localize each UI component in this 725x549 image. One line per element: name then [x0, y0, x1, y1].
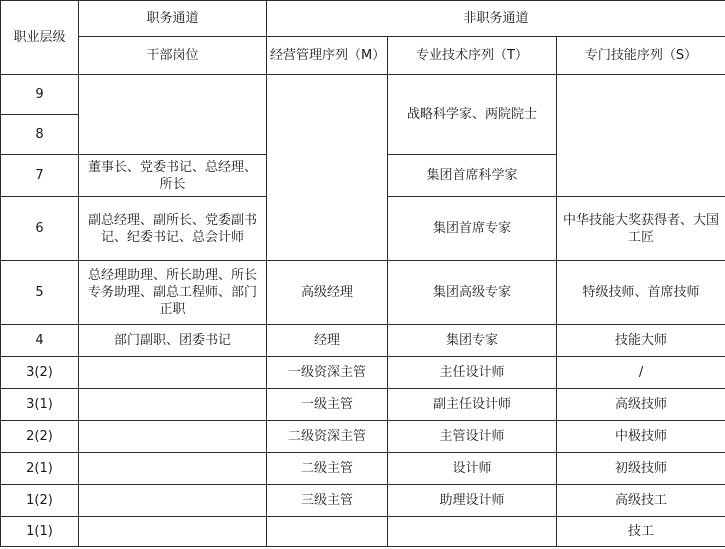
m-cell: 二级主管 [267, 453, 388, 485]
level-cell: 9 [1, 75, 79, 115]
m-cell: 三级主管 [267, 485, 388, 517]
table-row [1, 261, 725, 325]
cadre-cell: 总经理助理、所长助理、所长专务助理、副总工程师、部门正职 [79, 261, 267, 325]
table-row [1, 389, 725, 421]
table-row [1, 453, 725, 485]
s-cell: 高级技师 [557, 389, 725, 421]
t-cell: 主管设计师 [388, 421, 557, 453]
level-cell: 7 [1, 155, 79, 197]
t-cell: 副主任设计师 [388, 389, 557, 421]
cadre-cell: 部门副职、团委书记 [79, 325, 267, 357]
cadre-cell [79, 75, 267, 155]
header-seq-t: 专业技术序列（T） [388, 37, 557, 75]
header-level: 职业层级 [1, 1, 79, 75]
cadre-cell [79, 357, 267, 389]
s-cell: 特级技师、首席技师 [557, 261, 725, 325]
s-cell [557, 75, 725, 197]
table-row [1, 357, 725, 389]
header-non-management-track: 非职务通道 [267, 1, 725, 37]
s-cell: / [557, 357, 725, 389]
t-cell: 设计师 [388, 453, 557, 485]
table-row [1, 485, 725, 517]
level-cell: 5 [1, 261, 79, 325]
m-cell: 高级经理 [267, 261, 388, 325]
t-cell: 集团专家 [388, 325, 557, 357]
s-cell: 技工 [557, 517, 725, 547]
level-cell: 3(1) [1, 389, 79, 421]
level-cell: 6 [1, 197, 79, 261]
t-cell: 集团高级专家 [388, 261, 557, 325]
t-cell: 主任设计师 [388, 357, 557, 389]
cadre-cell [79, 389, 267, 421]
level-cell: 8 [1, 115, 79, 155]
table-row [1, 517, 725, 547]
s-cell: 高级技工 [557, 485, 725, 517]
table-row [1, 75, 725, 115]
level-cell: 4 [1, 325, 79, 357]
cadre-cell [79, 485, 267, 517]
cadre-cell [79, 453, 267, 485]
cadre-cell [79, 421, 267, 453]
level-cell: 2(1) [1, 453, 79, 485]
header-row [1, 37, 725, 75]
m-cell: 一级主管 [267, 389, 388, 421]
t-cell: 助理设计师 [388, 485, 557, 517]
header-cadre-positions: 干部岗位 [79, 37, 267, 75]
header-row [1, 1, 725, 37]
m-cell: 二级资深主管 [267, 421, 388, 453]
level-cell: 1(2) [1, 485, 79, 517]
level-cell: 1(1) [1, 517, 79, 547]
table-row [1, 325, 725, 357]
table-row [1, 421, 725, 453]
s-cell: 中极技师 [557, 421, 725, 453]
t-cell: 集团首席专家 [388, 197, 557, 261]
cadre-cell: 副总经理、副所长、党委副书记、纪委书记、总会计师 [79, 197, 267, 261]
cadre-cell: 董事长、党委书记、总经理、所长 [79, 155, 267, 197]
m-cell: 经理 [267, 325, 388, 357]
m-cell [267, 517, 388, 547]
t-cell: 集团首席科学家 [388, 155, 557, 197]
header-seq-s: 专门技能序列（S） [557, 37, 725, 75]
level-cell: 2(2) [1, 421, 79, 453]
m-cell [267, 75, 388, 261]
m-cell: 一级资深主管 [267, 357, 388, 389]
level-cell: 3(2) [1, 357, 79, 389]
header-seq-m: 经营管理序列（M） [267, 37, 388, 75]
s-cell: 中华技能大奖获得者、大国工匠 [557, 197, 725, 261]
s-cell: 技能大师 [557, 325, 725, 357]
header-management-track: 职务通道 [79, 1, 267, 37]
t-cell: 战略科学家、两院院士 [388, 75, 557, 155]
t-cell [388, 517, 557, 547]
cadre-cell [79, 517, 267, 547]
s-cell: 初级技师 [557, 453, 725, 485]
